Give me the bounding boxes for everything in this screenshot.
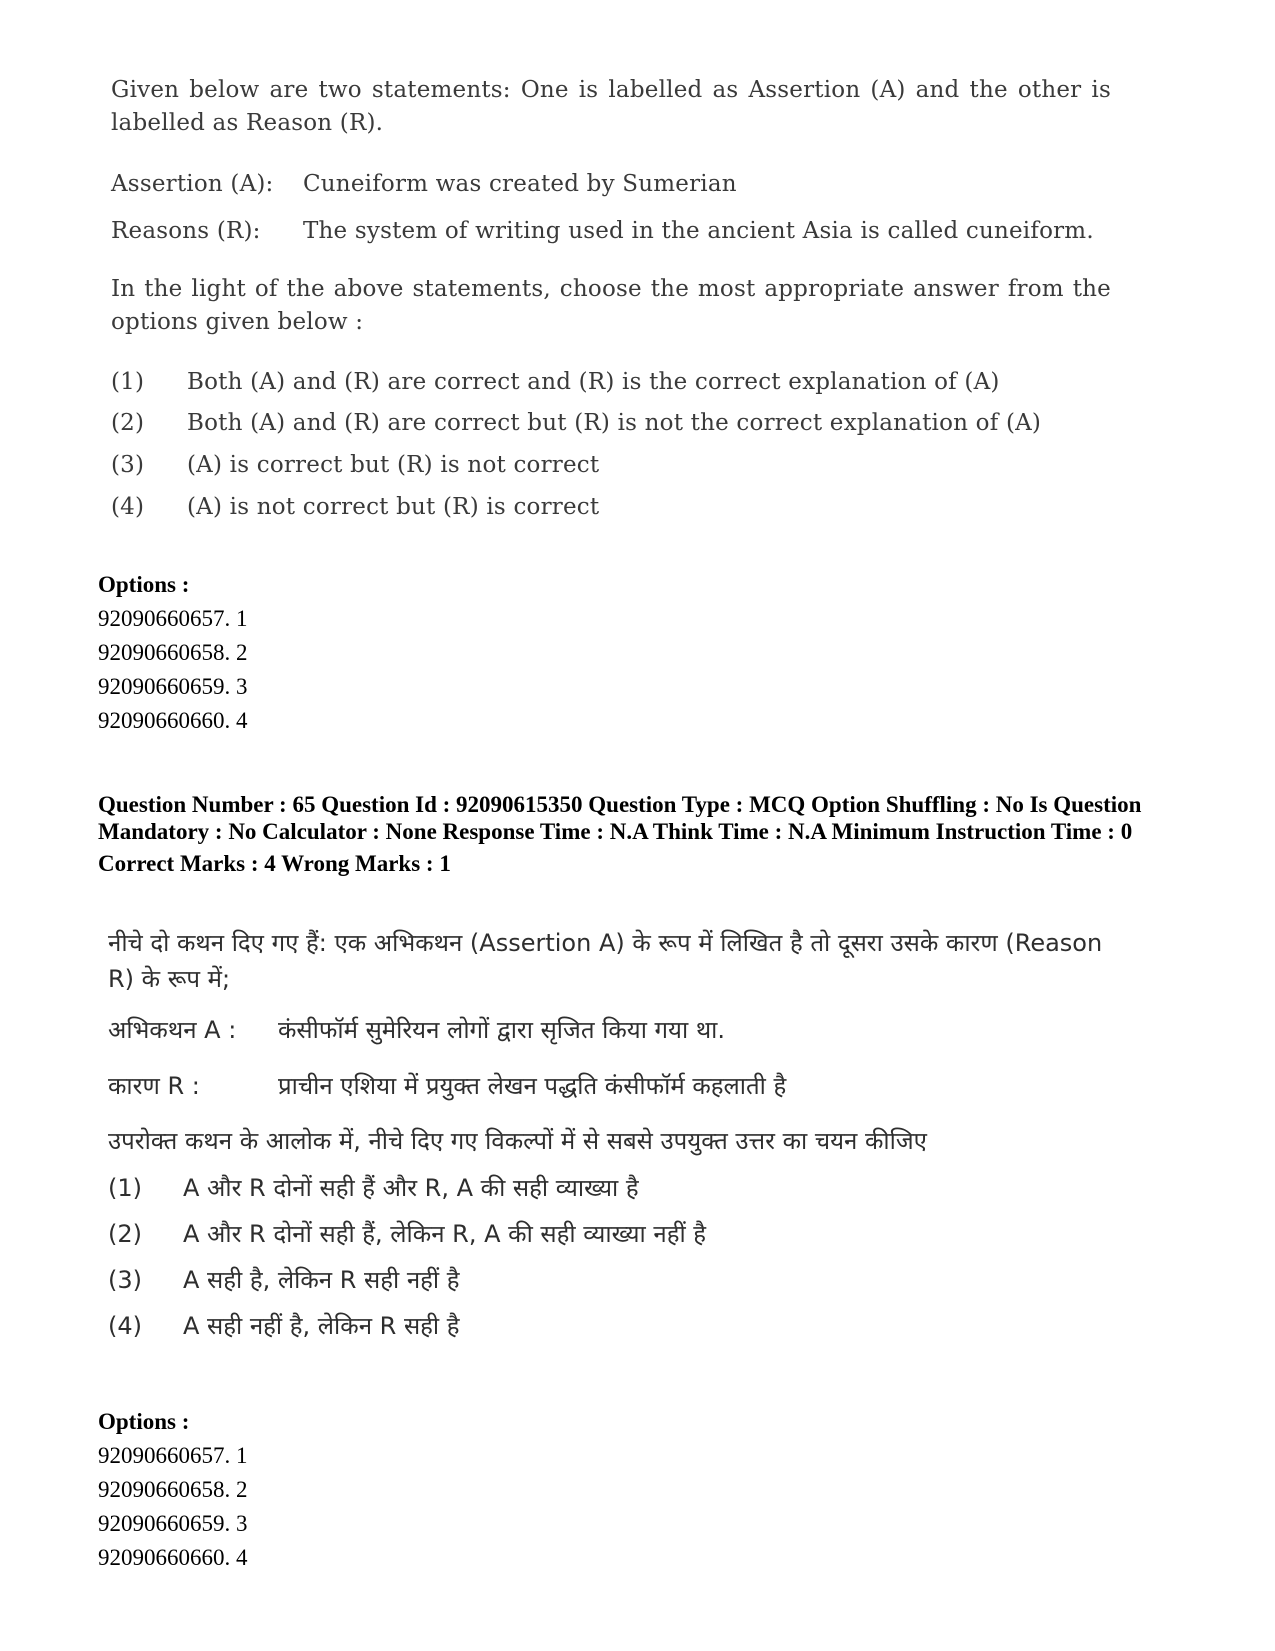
- answer-option: [108, 1171, 1128, 1205]
- options-heading: Options :: [98, 572, 190, 597]
- option-text: A सही नहीं है, लेकिन R सही है: [183, 1312, 460, 1340]
- option-id: 92090660657. 1: [98, 1443, 248, 1468]
- option-id: 92090660658. 2: [98, 1477, 248, 1502]
- option-id: 92090660660. 4: [98, 708, 248, 733]
- question-intro: Given below are two statements: One is labelled as Assertion (A) and the other is labelled as Reason (R).: [111, 77, 1111, 136]
- option-id: 92090660658. 2: [98, 640, 248, 665]
- option-id: 92090660659. 3: [98, 674, 248, 699]
- option-text: A सही है, लेकिन R सही नहीं है: [183, 1266, 460, 1294]
- answer-option: [108, 1217, 1128, 1251]
- option-text: (A) is not correct but (R) is correct: [187, 494, 600, 520]
- question-instruction: In the light of the above statements, choose the most appropriate answer from the options given below :: [111, 276, 1111, 335]
- reason-row: [111, 216, 1111, 246]
- option-id: 92090660657. 1: [98, 606, 248, 631]
- reason-label: Reasons (R):: [111, 218, 261, 244]
- marks-info: Correct Marks : 4 Wrong Marks : 1: [98, 851, 451, 876]
- option-id: 92090660659. 3: [98, 1511, 248, 1536]
- options-block: [98, 1405, 1198, 1575]
- assertion-label: Assertion (A):: [111, 171, 274, 197]
- question-hindi: [108, 925, 1128, 1343]
- option-text: A और R दोनों सही हैं और R, A की सही व्याख्या है: [183, 1174, 639, 1202]
- assertion-row: [108, 1013, 1128, 1047]
- reason-label: कारण R :: [108, 1072, 200, 1100]
- answer-option: [111, 450, 1111, 480]
- option-id: 92090660660. 4: [98, 1545, 248, 1570]
- option-number: (2): [111, 410, 145, 436]
- assertion-label: अभिकथन A :: [108, 1016, 237, 1044]
- question-intro: नीचे दो कथन दिए गए हैं: एक अभिकथन (Assertion A) के रूप में लिखित है तो दूसरा उसके कारण (Reason R) के रूप में;: [108, 929, 1103, 993]
- answer-option: [108, 1309, 1128, 1343]
- assertion-text: कंसीफॉर्म सुमेरियन लोगों द्वारा सृजित किया गया था.: [278, 1016, 725, 1044]
- option-text: (A) is correct but (R) is not correct: [187, 452, 600, 478]
- question-info: [98, 791, 1178, 877]
- option-text: Both (A) and (R) are correct but (R) is not the correct explanation of (A): [187, 410, 1042, 436]
- reason-text: प्राचीन एशिया में प्रयुक्त लेखन पद्धति कंसीफॉर्म कहलाती है: [278, 1072, 787, 1100]
- options-block: [98, 568, 1198, 738]
- answer-option: [108, 1263, 1128, 1297]
- option-number: (3): [111, 452, 145, 478]
- answer-option: [111, 408, 1111, 438]
- option-number: (4): [111, 494, 145, 520]
- options-heading: Options :: [98, 1409, 190, 1434]
- reason-row: [108, 1069, 1128, 1103]
- option-number: (4): [108, 1312, 142, 1340]
- question-instruction: उपरोक्त कथन के आलोक में, नीचे दिए गए विकल्पों में से सबसे उपयुक्त उत्तर का चयन कीजिए: [108, 1127, 927, 1155]
- option-text: A और R दोनों सही हैं, लेकिन R, A की सही व्याख्या नहीं है: [183, 1220, 707, 1248]
- assertion-row: [111, 169, 1111, 199]
- answer-option: [111, 492, 1111, 522]
- option-number: (1): [108, 1174, 142, 1202]
- question-meta: Question Number : 65 Question Id : 92090615350 Question Type : MCQ Option Shuffling : No Is Question Mandatory : No Calculator : None Response Time : N.A Think Time : N.A Minimum Instruction Time : 0: [98, 792, 1142, 844]
- option-number: (1): [111, 369, 145, 395]
- assertion-text: Cuneiform was created by Sumerian: [303, 171, 737, 197]
- answer-option: [111, 367, 1111, 397]
- option-text: Both (A) and (R) are correct and (R) is the correct explanation of (A): [187, 369, 1000, 395]
- option-number: (2): [108, 1220, 142, 1248]
- option-number: (3): [108, 1266, 142, 1294]
- reason-text: The system of writing used in the ancient Asia is called cuneiform.: [303, 218, 1094, 244]
- question-english: [111, 74, 1111, 522]
